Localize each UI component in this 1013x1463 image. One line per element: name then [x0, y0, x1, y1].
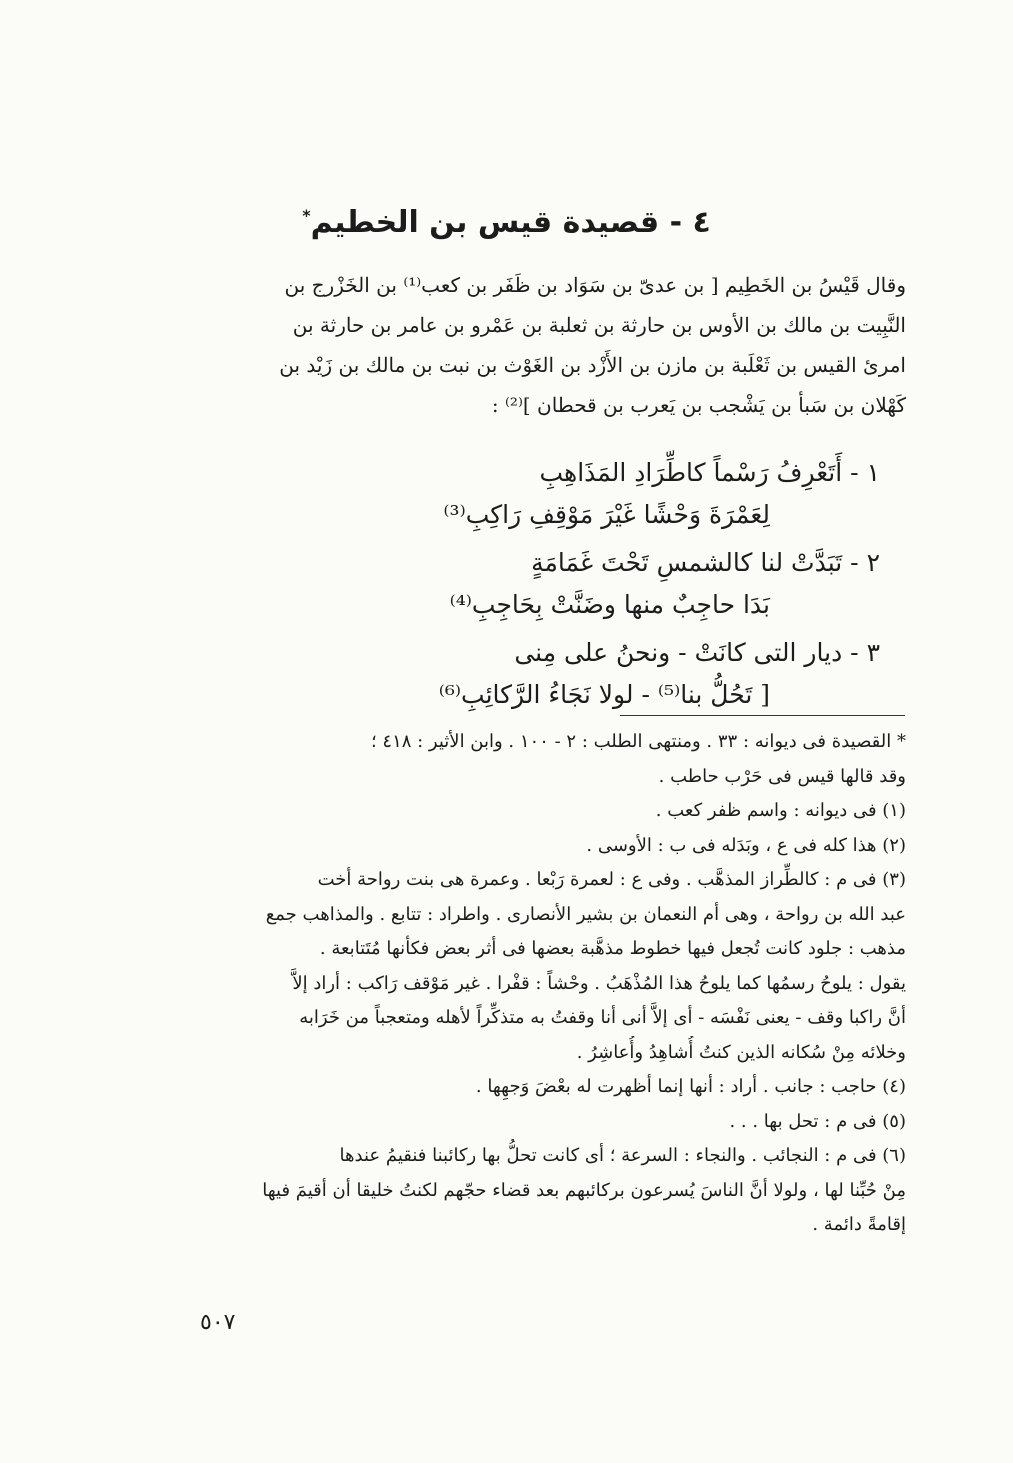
footnotes: [172, 725, 906, 1243]
footnote-line: مذهب : جلود كانت تُجعل فيها خطوط مذهَّبة بعضها فى أثر بعض فكأنها مُتَتابعة .: [319, 938, 906, 959]
footnote-line: * القصيدة فى ديوانه : ٣٣ . ومنتهى الطلب : ٢ - ١٠٠ . وابن الأثير : ٤١٨ ؛: [370, 731, 906, 752]
intro-line: النَّبِيت بن مالك بن الأوس بن حارثة بن ثعلبة بن عَمْرو بن عامر بن حارثة بن: [292, 313, 906, 337]
verse: [210, 632, 880, 716]
poem-title-text: ٤ - قصيدة قيس بن الخطيم: [310, 205, 711, 240]
footnote-line: وخلائه مِنْ سُكانه الذين كنتُ أُشاهِدُ وأُعاشِرُ .: [576, 1041, 906, 1063]
verse-first-hemistich: ٣ - ديار التى كانَتْ - ونحنُ على مِنى: [514, 638, 880, 667]
footnote-line: مِنْ حُبِّنا لها ، ولولا أنَّ الناسَ يُسرعون بركائبهم بعد قضاء حجّهم لكنتُ خليقا أن أقيمَ فيها: [262, 1179, 906, 1201]
footnote-line: إقامةً دائمة .: [812, 1214, 906, 1235]
footnote-line: (٥) فى م : تحل بها . . .: [729, 1110, 906, 1132]
verse-second-hemistich: بَدَا حاجِبٌ منها وضَنَّتْ بِحَاجِبِ⁽⁴⁾: [449, 590, 770, 619]
verse-first-hemistich: ١ - أَتَعْرِفُ رَسْماً كاطِّرَادِ المَذَاهِبِ: [539, 458, 880, 487]
intro-line: وقال قَيْسُ بن الخَطِيم [ بن عدىّ بن سَوَاد بن ظَفَر بن كعب⁽¹⁾ بن الخَزْرج بن: [284, 273, 906, 297]
intro-line: كَهْلان بن سَبأ بن يَشْجب بن يَعرب بن قحطان ]⁽²⁾ :: [491, 393, 906, 417]
footnote-line: (٢) هذا كله فى ع ، وبَدَله فى ب : الأوسى .: [586, 834, 906, 856]
footnote-line: (٦) فى م : النجائب . والنجاء : السرعة ؛ أى كانت تحلُّ بها ركائبنا فنقيمُ عندها: [339, 1145, 906, 1166]
poem-title: [0, 205, 1013, 240]
footnote-line: (١) فى ديوانه : واسم ظفر كعب .: [655, 800, 906, 821]
footnote-line: (٣) فى م : كالطِّراز المذهَّب . وفى ع : لعمرة رَبْعا . وعمرة هى بنت رواحة أخت: [317, 869, 906, 890]
footnote-line: أنَّ راكبا وقف - يعنى نَفْسَه - أى إلاَّ أنى أنا وقفتُ به متذكِّراً لأهله ومتعجباً من خَرَابه: [299, 1007, 906, 1028]
title-footnote-mark: *: [302, 206, 311, 225]
verse: [210, 452, 880, 536]
poem-verses: [210, 452, 880, 716]
verse-first-hemistich: ٢ - تَبَدَّتْ لنا كالشمسِ تَحْتَ غَمَامَةٍ: [531, 548, 880, 577]
verse-second-hemistich: لِعَمْرَةَ وَحْشًا غَيْرَ مَوْقِفِ رَاكِبِ⁽³⁾: [443, 500, 770, 529]
intro-line: امرئ القيس بن ثَعْلَبة بن مازن بن الأَزْد بن الغَوْث بن نبت بن مالك بن زَيْد بن: [279, 353, 906, 377]
footnote-line: وقد قالها قيس فى حَرْب حاطب .: [658, 765, 906, 787]
verse: [210, 542, 880, 626]
intro-paragraph: [190, 265, 906, 425]
footnote-line: يقول : يلوحُ رسمُها كما يلوحُ هذا المُذْهَبُ . وحْشاً : قفْرا . غير مَوْقف رَاكب : أراد إلاَّ: [292, 972, 906, 994]
footnote-line: عبد الله بن رواحة ، وهى أم النعمان بن بشير الأنصارى . واطراد : تتابع . والمذاهب جمع: [265, 903, 906, 925]
footnote-divider: [620, 715, 905, 716]
page-number: ٥٠٧: [200, 1310, 236, 1335]
verse-second-hemistich: [ تَحُلُّ بنا⁽⁵⁾ - لولا نَجَاءُ الرَّكائِبِ⁽⁶⁾: [438, 680, 770, 709]
footnote-line: (٤) حاجب : جانب . أراد : أنها إنما أظهرت له بعْضَ وَجهِها .: [475, 1076, 906, 1097]
